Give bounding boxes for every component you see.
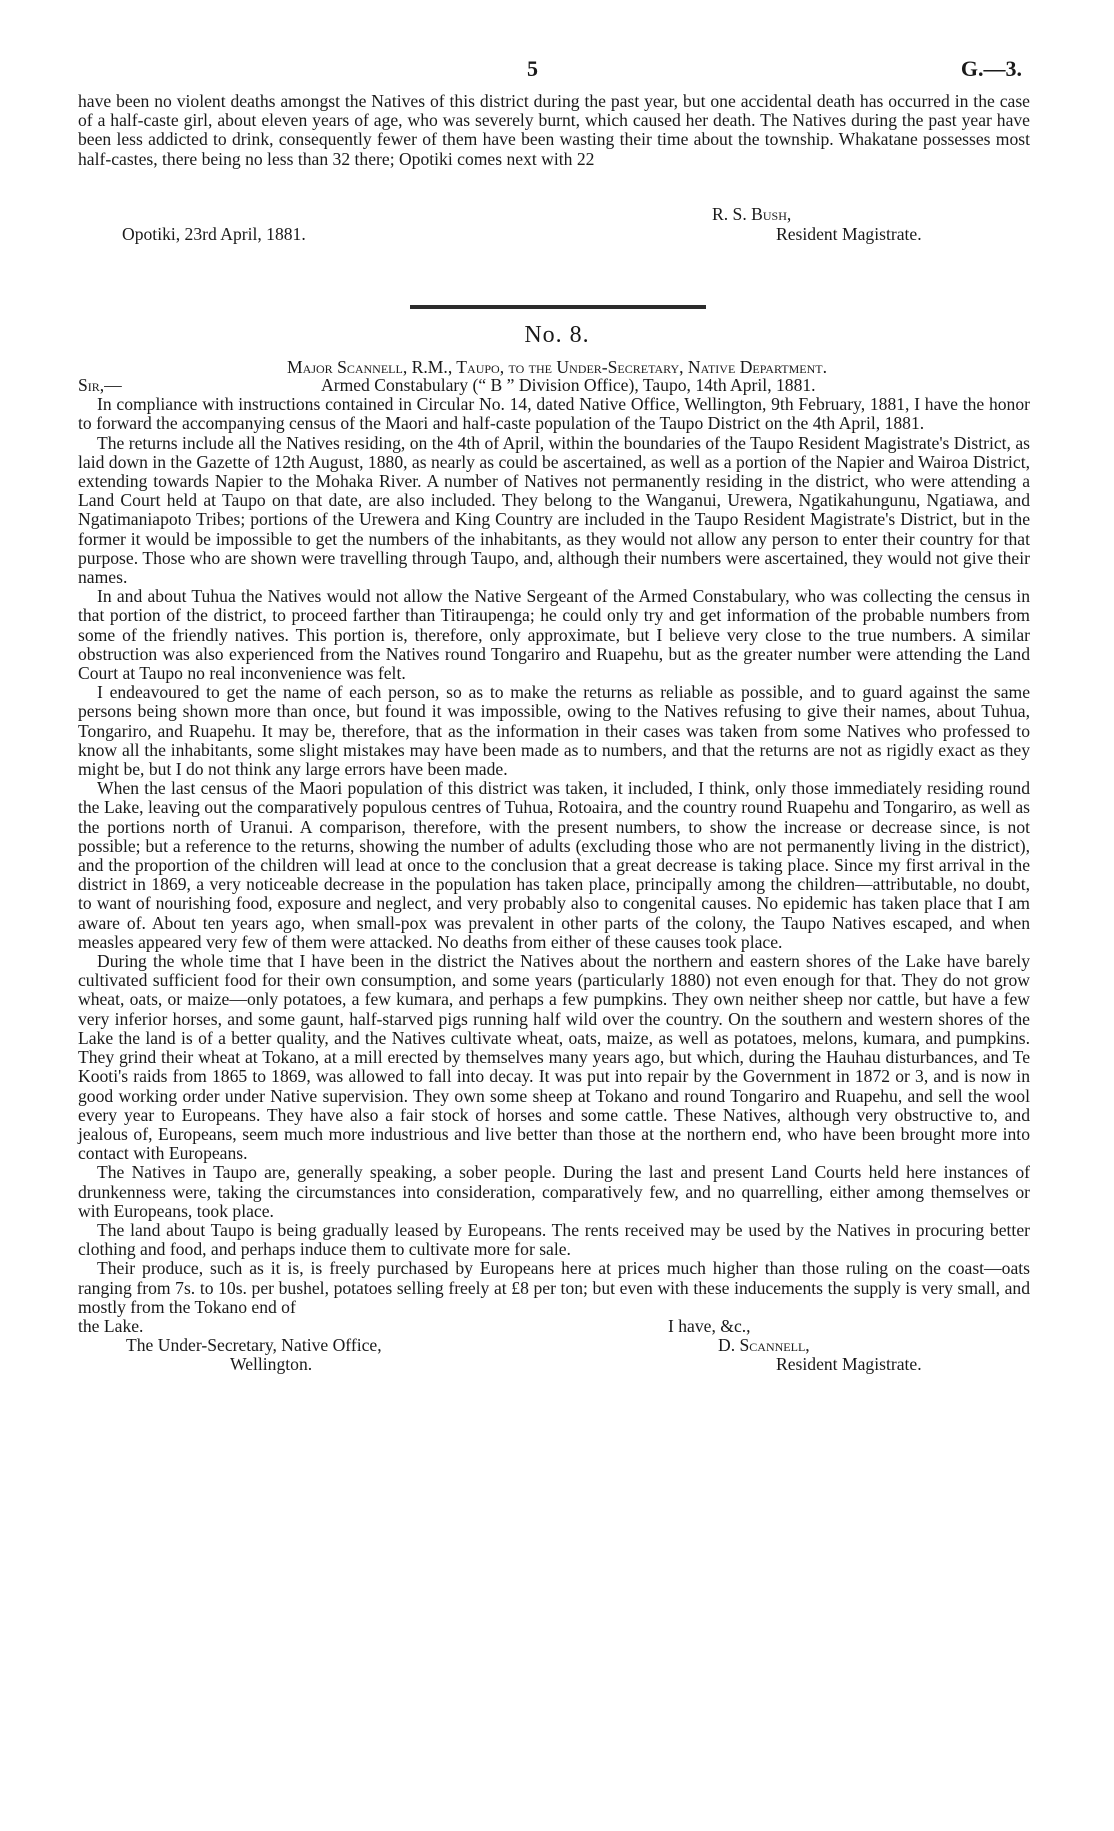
letter-from-to: Major Scannell, R.M., Taupo, to the Under-Secretary, Native Department. — [287, 357, 827, 377]
page-number: 5 — [527, 56, 538, 81]
addressee-row — [78, 1336, 1030, 1355]
closing-row — [78, 1317, 1030, 1336]
previous-report-ending — [78, 92, 1030, 169]
closing-right: I have, &c., — [668, 1315, 751, 1336]
paragraph-5: When the last census of the Maori population of this district was taken, it included, I think, only those immediately residing round the Lake, leaving out the comparatively populous centres of Tuhua, Rotoaira, and the country round Ruapehu and Tongariro, as well as the portions north of Uranui. A comparison, therefore, with the present numbers, to show the increase or decrease since, is not possible; but a reference to the returns, showing the number of adults (excluding those who are not permanently living in the district), and the proportion of the children will lead at once to the conclusion that a great decrease is taking place. Since my first arrival in the district in 1869, a very noticeable decrease in the population has taken place, principally among the children—attributable, no doubt, to want of nourishing food, exposure and neglect, and very probably also to congenital causes. No epidemic has taken place that I am aware of. About ten years ago, when small-pox was prevalent in other parts of the colony, the Taupo Natives escaped, and when measles appeared very few of them were attacked. No deaths from either of these causes took place. — [78, 778, 1030, 952]
letter-body — [78, 376, 1030, 1375]
signer-title: Resident Magistrate. — [776, 1354, 922, 1375]
paragraph-8: The land about Taupo is being gradually leased by Europeans. The rents received may be used by the Natives in procuring better clothing and food, and perhaps induce them to cultivate more for sale. — [78, 1219, 1030, 1260]
section-divider — [410, 305, 706, 309]
signer-name: R. S. Bush, — [712, 204, 792, 224]
document-reference: G.—3. — [960, 56, 1022, 81]
addressee-line-1: The Under-Secretary, Native Office, — [126, 1335, 382, 1356]
place-date: Opotiki, 23rd April, 1881. — [122, 224, 306, 244]
closing-left: the Lake. — [78, 1315, 144, 1336]
signer-title: Resident Magistrate. — [776, 224, 922, 244]
paragraph-1: In compliance with instructions contained in Circular No. 14, dated Native Office, Wellington, 9th February, 1881, I have the honor to forward the accompanying census of the Maori and half-caste population of the Taupo District on the 4th April, 1881. — [78, 394, 1030, 434]
paragraph-6: During the whole time that I have been in the district the Natives about the northern and eastern shores of the Lake have barely cultivated sufficient food for their own consumption, and some years (particularly 1880) not even enough for that. They do not grow wheat, oats, or maize—only potatoes, a few kumara, and perhaps a few pumpkins. They own neither sheep nor cattle, but have a few very inferior horses, and some gaunt, half-starved pigs running half wild over the country. On the southern and western shores of the Lake the land is of a better quality, and the Natives cultivate wheat, oats, maize, as well as potatoes, melons, kumara, and pumpkins. They grind their wheat at Tokano, at a mill erected by themselves many years ago, but which, during the Hauhau disturbances, and Te Kooti's raids from 1865 to 1869, was allowed to fall into decay. It was put into repair by the Government in 1872 or 3, and is now in good working order under Native supervision. They own some sheep at Tokano and round Tongariro and Ruapehu, and sell the wool every year to Europeans. They have also a fair stock of horses and some cattle. These Natives, although very obstructive to, and jealous of, Europeans, seem much more industrious and live better than those at the northern end, who have been brought more into contact with Europeans. — [78, 951, 1030, 1164]
address-date: Armed Constabulary (“ B ” Division Office), Taupo, 14th April, 1881. — [321, 375, 816, 395]
document-number-heading: No. 8. — [524, 322, 590, 348]
addressee-row-2 — [78, 1355, 1030, 1374]
signer-name: D. Scannell, — [718, 1335, 810, 1356]
paragraph-2: The returns include all the Natives residing, on the 4th of April, within the boundaries of the Taupo Resident Magistrate's District, as laid down in the Gazette of 12th August, 1880, as nearly as could be ascertained, as well as a portion of the Napier and Wairoa District, extending towards Napier to the Mohaka River. A number of Natives not permanently residing in the district, who were attending a Land Court held at Taupo on that date, are also included. They belong to the Wanganui, Urewera, Ngatikahungunu, Ngatiawa, and Ngatimaniapoto Tribes; portions of the Urewera and King Country are included in the Taupo Resident Magistrate's District, but in the former it would be impossible to get the numbers of the inhabitants, as they would not allow any person to enter their country for that purpose. Those who are shown were travelling through Taupo, and, although their numbers were ascertained, they would not give their names. — [78, 432, 1030, 588]
salutation: Sir,— — [78, 375, 122, 395]
salutation-row — [78, 376, 1030, 395]
addressee-line-2: Wellington. — [230, 1354, 313, 1375]
paragraph-4: I endeavoured to get the name of each person, so as to make the returns as reliable as possible, and to guard against the same persons being shown more than once, but found it was impossible, owing to the Natives refusing to give their names, about Tuhua, Tongariro, and Ruapehu. It may be, therefore, that as the information in their cases was taken from some Natives who professed to know all the inhabitants, some slight mistakes may have been made as to numbers, and that the returns are not as rigidly exact as they might be, but I do not think any large errors have been made. — [78, 682, 1030, 780]
paragraph-9: Their produce, such as it is, is freely purchased by Europeans here at prices much higher than those ruling on the coast—oats ranging from 7s. to 10s. per bushel, potatoes selling freely at £8 per ton; but even with these inducements the supply is very small, and mostly from the Tokano end of — [78, 1258, 1030, 1317]
paragraph-3: In and about Tuhua the Natives would not allow the Native Sergeant of the Armed Constabulary, who was collecting the census in that portion of the district, to proceed farther than Titiraupenga; he could only try and get information of the probable numbers from some of the friendly natives. This portion is, therefore, only approximate, but I believe very close to the true numbers. A similar obstruction was also experienced from the Natives round Tongariro and Ruapehu, but as the greater number were attending the Land Court at Taupo no real inconvenience was felt. — [78, 586, 1030, 684]
body-paragraph: have been no violent deaths amongst the Natives of this district during the past year, but one accidental death has occurred in the case of a half-caste girl, about eleven years of age, who was severely burnt, which caused her death. The Natives during the past year have been less addicted to drink, consequently fewer of them have been wasting their time about the township. Whakatane possesses most half-castes, there being no less than 32 there; Opotiki comes next with 22 — [78, 91, 1030, 169]
paragraph-7: The Natives in Taupo are, generally speaking, a sober people. During the last and present Land Courts held here instances of drunkenness were, taking the circumstances into consideration, comparatively few, and no quarrelling, either among themselves or with Europeans, took place. — [78, 1162, 1030, 1221]
